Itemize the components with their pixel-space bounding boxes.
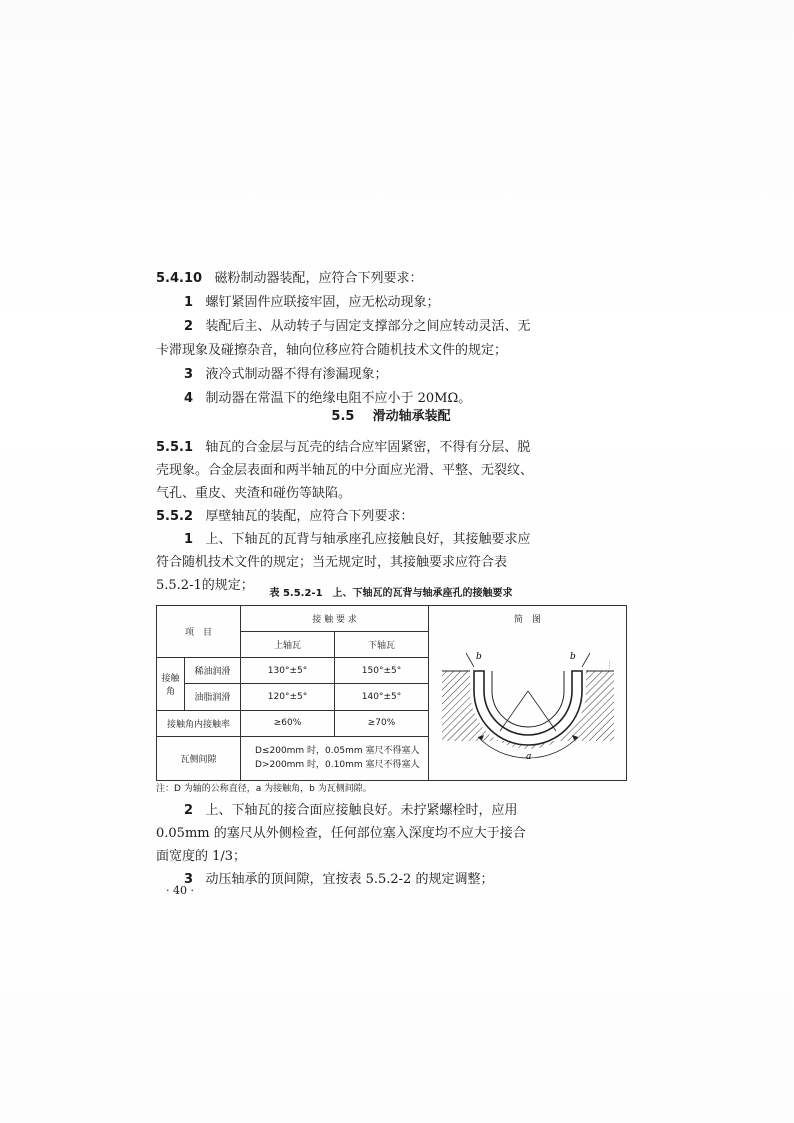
label-b-right: b [569, 652, 576, 663]
gap-leader-left [466, 653, 474, 667]
section-title: 滑动轴承装配 [372, 409, 451, 424]
item-number: 4 [184, 391, 194, 406]
clause-text: 厚壁轴瓦的装配，应符合下列要求： [205, 509, 414, 524]
item-number: 3 [184, 367, 194, 382]
section-5-5-2-continued [156, 800, 626, 892]
row-label-side-gap: 瓦侧间隙 [157, 736, 241, 780]
page-number: · 40 · [166, 884, 194, 897]
angle-line-right [528, 691, 556, 731]
bearing-shell [474, 671, 582, 745]
item-text-continued: 5.5.2-1的规定； [156, 578, 254, 593]
shaft-outline [492, 671, 564, 727]
clause-number: 5.5.2 [156, 509, 194, 524]
cell-grease-upper: 120°±5° [241, 684, 335, 710]
table-caption-wrapper [156, 586, 626, 602]
angle-line-left [500, 691, 528, 731]
cell-thin-oil-lower: 150°±5° [335, 658, 429, 684]
item-number: 3 [184, 872, 194, 887]
item-text-continued: 卡滞现象及碰擦杂音，轴向位移应符合随机技术文件的规定； [156, 343, 508, 358]
item-text: 螺钉紧固件应联接牢固，应无松动现象； [205, 295, 440, 310]
header-upper-bearing: 上轴瓦 [241, 632, 335, 658]
clause-text-continued: 气孔、重皮、夹渣和碰伤等缺陷。 [156, 486, 352, 501]
item-number: 1 [184, 295, 194, 310]
item-text-continued: 符合随机技术文件的规定；当无规定时，其接触要求应符合表 [156, 555, 508, 570]
table-caption: 表 5.5.2-1 上、下轴瓦的瓦背与轴承座孔的接触要求 [269, 588, 513, 599]
header-item: 项 目 [157, 606, 241, 658]
header-contact-requirement: 接 触 要 求 [241, 606, 429, 632]
section-number: 5.5 [331, 409, 355, 424]
item-number: 2 [184, 803, 194, 818]
clause-text-continued: 壳现象。合金层表面和两半轴瓦的中分面应光滑、平整、无裂纹、 [156, 463, 534, 478]
gap-leader-right [582, 653, 590, 667]
table-note-wrapper [156, 782, 626, 796]
item-text: 装配后主、从动转子与固定支撑部分之间应转动灵活、无 [205, 319, 531, 334]
item-text: 制动器在常温下的绝缘电阻不应小于 20MΩ。 [205, 391, 472, 406]
bearing-diagram [430, 645, 626, 763]
cell-rate-upper: ≥60% [241, 710, 335, 736]
clause-text: 磁粉制动器装配，应符合下列要求： [214, 271, 423, 286]
item-text: 动压轴承的顶间隙，宜按表 5.5.2-2 的规定调整； [205, 872, 494, 887]
item-text-continued: 0.05mm 的塞尺从外侧检查，任何部位塞入深度均不应大于接合 [156, 826, 526, 841]
header-diagram: 简 图 [429, 606, 627, 632]
cell-rate-lower: ≥70% [335, 710, 429, 736]
label-b-left: b [475, 652, 482, 663]
section-5-5-2 [156, 506, 626, 598]
clause-number: 5.5.1 [156, 440, 194, 455]
item-text: 上、下轴瓦的瓦背与轴承座孔应接触良好，其接触要求应 [205, 532, 531, 547]
table-note: 注：D 为轴的公称直径，a 为接触角，b 为瓦侧间隙。 [156, 784, 372, 794]
item-text: 液冷式制动器不得有渗漏现象； [205, 367, 388, 382]
section-5-5-1 [156, 437, 626, 507]
label-a: a [525, 752, 531, 763]
section-5-4-10 [156, 268, 626, 406]
cell-grease-lower: 140°±5° [335, 684, 429, 710]
side-gap-line-1: D≤200mm 时，0.05mm 塞尺不得塞人 [255, 746, 420, 757]
row-label-contact-rate: 接触角内接触率 [157, 710, 241, 736]
section-heading-5-5 [156, 406, 626, 428]
row-label-grease: 油脂润滑 [185, 684, 241, 710]
row-label-thin-oil: 稀油润滑 [185, 658, 241, 684]
margin-marks: ┊ [607, 660, 612, 669]
cell-side-gap [241, 736, 429, 780]
clause-number: 5.4.10 [156, 271, 203, 286]
bearing-diagram-cell [429, 632, 627, 781]
clause-text: 轴瓦的合金层与瓦壳的结合应牢固紧密，不得有分层、脱 [205, 440, 531, 455]
item-number: 2 [184, 319, 194, 334]
side-gap-line-2: D>200mm 时，0.10mm 塞尺不得塞人 [255, 760, 420, 771]
cell-thin-oil-upper: 130°±5° [241, 658, 335, 684]
item-number: 1 [184, 532, 194, 547]
contact-requirements-table [156, 605, 627, 781]
item-text-continued: 面宽度的 1/3； [156, 849, 247, 864]
row-label-contact-angle: 接触角 [157, 658, 185, 710]
item-text: 上、下轴瓦的接合面应接触良好。未拧紧螺栓时，应用 [205, 803, 518, 818]
header-lower-bearing: 下轴瓦 [335, 632, 429, 658]
